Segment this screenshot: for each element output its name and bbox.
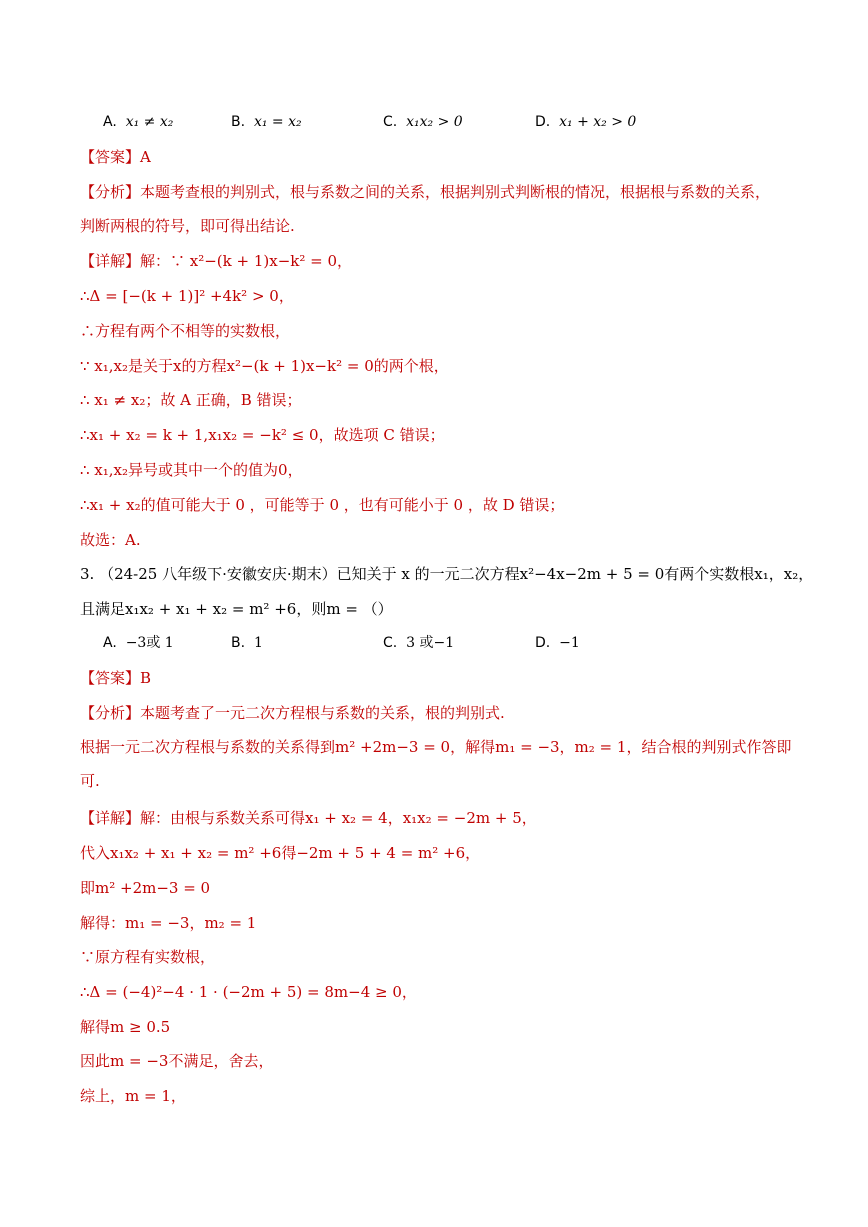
q2-options <box>0 112 868 132</box>
q2-detail-line: ∴ x₁ ≠ x₂；故 A 正确，B 错误； <box>80 391 302 409</box>
option-d: D. x₁ + x₂ > 0 <box>535 114 637 130</box>
q3-analysis-line: 可. <box>80 772 100 790</box>
q2-answer: 【答案】A <box>80 148 151 166</box>
q2-analysis-line: 判断两根的符号，即可得出结论. <box>80 217 295 235</box>
q3-detail-line: 综上，m = 1， <box>80 1087 186 1105</box>
q3-detail-line: 代入x₁x₂ + x₁ + x₂ = m² +6得−2m + 5 + 4 = m² +6， <box>80 844 481 862</box>
option-c: C. x₁x₂ > 0 <box>383 114 463 130</box>
q3-stem-line: 3. （24-25 八年级下·安徽安庆·期末）已知关于 x 的一元二次方程x²−4x−2m + 5 = 0有两个实数根x₁，x₂， <box>80 565 814 583</box>
q3-options <box>0 633 868 653</box>
q3-analysis-line: 【分析】本题考查了一元二次方程根与系数的关系，根的判别式. <box>80 704 505 722</box>
q3-analysis-line: 根据一元二次方程根与系数的关系得到m² +2m−3 = 0，解得m₁ = −3，m₂ = 1，结合根的判别式作答即 <box>80 738 792 756</box>
option-b: B. x₁ = x₂ <box>231 114 302 130</box>
q3-detail-line: 即m² +2m−3 = 0 <box>80 879 211 897</box>
q3-detail-line: 【详解】解：由根与系数关系可得x₁ + x₂ = 4，x₁x₂ = −2m + 5， <box>80 809 537 827</box>
q3-answer: 【答案】B <box>80 669 152 687</box>
option-b: B. 1 <box>231 635 263 651</box>
q2-detail-line: ∴Δ = [−(k + 1)]² +4k² > 0， <box>80 287 294 305</box>
q3-detail-line: ∴Δ = (−4)²−4 · 1 · (−2m + 5) = 8m−4 ≥ 0， <box>80 983 417 1001</box>
q2-detail-line: ∴ x₁,x₂异号或其中一个的值为0， <box>80 461 303 479</box>
q3-detail-line: 解得：m₁ = −3，m₂ = 1 <box>80 914 257 932</box>
q2-detail-line: 【详解】解：∵ x²−(k + 1)x−k² = 0， <box>80 252 353 270</box>
option-a: A. x₁ ≠ x₂ <box>103 114 174 130</box>
q3-detail-line: ∵原方程有实数根， <box>80 948 216 966</box>
q2-detail-line: ∴方程有两个不相等的实数根， <box>80 322 291 340</box>
option-c: C. 3 或−1 <box>383 635 455 651</box>
q3-detail-line: 解得m ≥ 0.5 <box>80 1018 171 1036</box>
q2-detail-line: 故选：A. <box>80 531 141 549</box>
q3-detail-line: 因此m = −3不满足，舍去， <box>80 1052 274 1070</box>
option-a: A. −3或 1 <box>103 635 174 651</box>
q2-analysis-line: 【分析】本题考查根的判别式，根与系数之间的关系，根据判别式判断根的情况，根据根与系数的关系， <box>80 183 771 201</box>
q3-stem-line: 且满足x₁x₂ + x₁ + x₂ = m² +6，则m = （） <box>80 600 393 618</box>
q2-detail-line: ∴x₁ + x₂的值可能大于 0 ，可能等于 0 ，也有可能小于 0 ，故 D 错误； <box>80 496 565 514</box>
option-d: D. −1 <box>535 635 580 651</box>
q2-detail-line: ∴x₁ + x₂ = k + 1,x₁x₂ = −k² ≤ 0，故选项 C 错误； <box>80 426 445 444</box>
q2-detail-line: ∵ x₁,x₂是关于x的方程x²−(k + 1)x−k² = 0的两个根， <box>80 357 449 375</box>
